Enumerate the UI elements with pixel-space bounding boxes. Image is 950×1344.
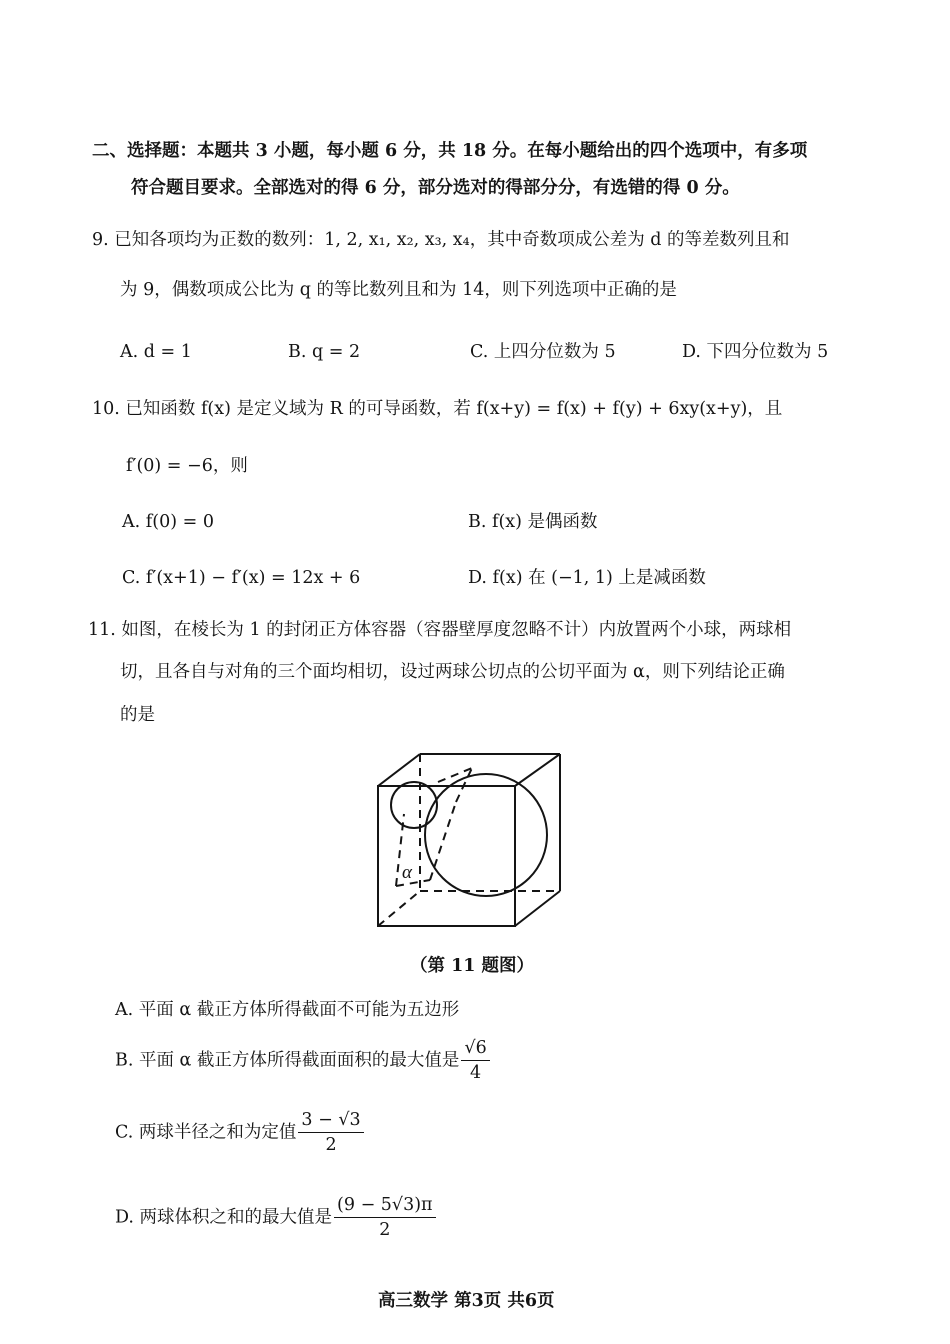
section-header-line1: 二、选择题：本题共 3 小题，每小题 6 分，共 18 分。在每小题给出的四个选项中，有多项 xyxy=(92,141,808,161)
q11-stem-line3: 的是 xyxy=(120,705,155,725)
cube-spheres-figure xyxy=(372,748,568,934)
q9-option-b[interactable]: B. q = 2 xyxy=(288,342,361,362)
fraction-denominator: 2 xyxy=(379,1219,391,1240)
q11-option-d-text: D. 两球体积之和的最大值是 xyxy=(115,1207,333,1228)
q9-stem-line1: 9. 已知各项均为正数的数列：1, 2, x₁, x₂, x₃, x₄，其中奇数项成公差为 d 的等差数列且和 xyxy=(92,230,790,250)
large-sphere xyxy=(425,774,547,896)
page-footer: 高三数学 第3页 共6页 xyxy=(378,1291,555,1311)
fraction-denominator: 4 xyxy=(470,1062,482,1083)
section-header-line2: 符合题目要求。全部选对的得 6 分，部分选对的得部分分，有选错的得 0 分。 xyxy=(131,178,740,198)
figure-alpha-label: α xyxy=(402,862,412,883)
fraction-denominator: 2 xyxy=(325,1134,337,1155)
q11-option-c-text: C. 两球半径之和为定值 xyxy=(115,1122,297,1143)
q10-stem-line2: f′(0) = −6，则 xyxy=(126,456,248,476)
q10-option-d[interactable]: D. f(x) 在 (−1, 1) 上是减函数 xyxy=(468,568,706,588)
q11-option-d-fraction xyxy=(334,1197,436,1239)
small-sphere xyxy=(391,782,437,828)
q10-option-b[interactable]: B. f(x) 是偶函数 xyxy=(468,512,598,532)
q10-stem-line1: 10. 已知函数 f(x) 是定义域为 R 的可导函数，若 f(x+y) = f(x) + f(y) + 6xy(x+y)，且 xyxy=(92,399,783,419)
q11-option-a[interactable]: A. 平面 α 截正方体所得截面不可能为五边形 xyxy=(115,1000,460,1020)
q11-option-b-fraction xyxy=(461,1040,489,1082)
q11-stem-line1: 11. 如图，在棱长为 1 的封闭正方体容器（容器壁厚度忽略不计）内放置两个小球，两球相 xyxy=(88,620,792,640)
q11-stem-line2: 切，且各自与对角的三个面均相切，设过两球公切点的公切平面为 α，则下列结论正确 xyxy=(120,662,785,682)
q11-option-b[interactable] xyxy=(115,1040,490,1082)
fraction-numerator: (9 − 5√3)π xyxy=(334,1197,436,1218)
q10-option-a[interactable]: A. f(0) = 0 xyxy=(122,512,214,532)
q11-option-c-fraction xyxy=(298,1112,363,1154)
figure-caption: （第 11 题图） xyxy=(410,956,535,976)
q11-option-d[interactable] xyxy=(115,1197,436,1239)
q11-option-c[interactable] xyxy=(115,1112,364,1154)
q9-option-a[interactable]: A. d = 1 xyxy=(120,342,192,362)
fraction-numerator: √6 xyxy=(461,1040,489,1061)
q9-option-d[interactable]: D. 下四分位数为 5 xyxy=(682,342,829,362)
q9-option-c[interactable]: C. 上四分位数为 5 xyxy=(470,342,616,362)
q11-option-b-text: B. 平面 α 截正方体所得截面面积的最大值是 xyxy=(115,1050,460,1071)
q9-stem-line2: 为 9，偶数项成公比为 q 的等比数列且和为 14，则下列选项中正确的是 xyxy=(120,280,677,300)
q10-option-c[interactable]: C. f′(x+1) − f′(x) = 12x + 6 xyxy=(122,568,361,588)
fraction-numerator: 3 − √3 xyxy=(298,1112,363,1133)
